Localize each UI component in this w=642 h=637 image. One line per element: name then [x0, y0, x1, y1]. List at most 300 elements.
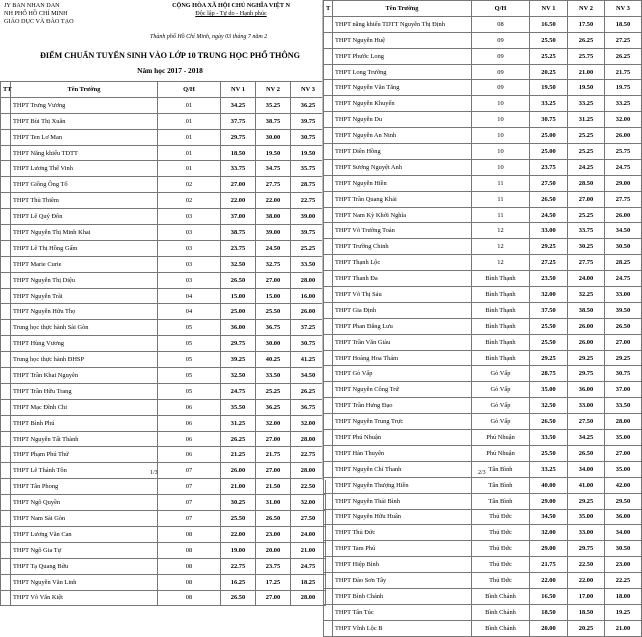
- col-header-tt: T: [324, 1, 333, 17]
- district: 01: [158, 97, 221, 113]
- score-nv3: 27.50: [291, 511, 326, 527]
- score-nv2: 24.00: [568, 271, 605, 287]
- score-nv1: 26.00: [221, 463, 256, 479]
- row-number: [324, 461, 333, 477]
- score-nv3: 27.25: [605, 32, 642, 48]
- table-row: [1, 368, 326, 384]
- score-nv3: 33.50: [605, 398, 642, 414]
- district: 04: [158, 288, 221, 304]
- table-row: [1, 129, 326, 145]
- school-name: THPT Tân Phong: [11, 479, 158, 495]
- row-number: [324, 334, 333, 350]
- table-row: [324, 541, 642, 557]
- score-nv3: 28.25: [605, 255, 642, 271]
- score-nv3: 19.75: [605, 80, 642, 96]
- table-row: [324, 509, 642, 525]
- row-number: [1, 495, 11, 511]
- table-row: [1, 193, 326, 209]
- district: 05: [158, 368, 221, 384]
- national-header: [126, 2, 336, 18]
- score-nv3: 27.00: [605, 445, 642, 461]
- district: Bình Chánh: [472, 620, 530, 636]
- score-nv1: 30.75: [530, 112, 568, 128]
- score-nv1: 26.25: [221, 431, 256, 447]
- score-nv1: 16.50: [530, 16, 568, 32]
- row-number: [1, 447, 11, 463]
- table-row: [1, 161, 326, 177]
- district: 09: [472, 48, 530, 64]
- score-nv1: 34.50: [530, 509, 568, 525]
- district: 09: [472, 32, 530, 48]
- district: 03: [158, 209, 221, 225]
- district: Phú Nhuận: [472, 430, 530, 446]
- col-header-nv1: NV 1: [530, 1, 568, 17]
- score-nv2: 33.00: [568, 398, 605, 414]
- school-name: THPT Nguyễn Thị Diệu: [11, 272, 158, 288]
- score-nv3: 16.00: [291, 288, 326, 304]
- table-header-row: [1, 82, 326, 98]
- row-number: [1, 558, 11, 574]
- district: 12: [472, 239, 530, 255]
- score-nv2: 27.75: [256, 177, 291, 193]
- row-number: [324, 350, 333, 366]
- page-one: [0, 0, 322, 602]
- score-nv1: 21.00: [221, 479, 256, 495]
- district: 08: [158, 574, 221, 590]
- table-row: [324, 477, 642, 493]
- school-name: THPT Ten Lơ Man: [11, 129, 158, 145]
- score-nv1: 32.50: [221, 256, 256, 272]
- col-header-tt: TT: [1, 82, 11, 98]
- district: 01: [158, 129, 221, 145]
- score-nv2: 23.00: [256, 526, 291, 542]
- school-name: THPT Tân Túc: [333, 604, 472, 620]
- district: 06: [158, 431, 221, 447]
- district: Thủ Đức: [472, 557, 530, 573]
- score-nv1: 36.00: [221, 320, 256, 336]
- school-name: THPT Phan Đăng Lưu: [333, 318, 472, 334]
- school-name: THPT Trần Quang Khải: [333, 191, 472, 207]
- table-row: [1, 97, 326, 113]
- school-name: THPT Võ Văn Kiệt: [11, 590, 158, 606]
- school-name: THPT Gia Định: [333, 302, 472, 318]
- score-nv3: 21.00: [605, 620, 642, 636]
- score-nv1: 27.50: [530, 175, 568, 191]
- row-number: [1, 225, 11, 241]
- row-number: [1, 161, 11, 177]
- row-number: [324, 175, 333, 191]
- score-nv1: 25.50: [530, 445, 568, 461]
- col-header-school: Tên Trường: [333, 1, 472, 17]
- score-nv3: 24.75: [605, 159, 642, 175]
- district: Gò Vấp: [472, 414, 530, 430]
- row-number: [324, 159, 333, 175]
- school-name: THPT Hàn Thuyên: [333, 445, 472, 461]
- district: Tân Bình: [472, 477, 530, 493]
- row-number: [324, 525, 333, 541]
- score-nv3: 27.00: [605, 334, 642, 350]
- school-name: THPT Hiệp Bình: [333, 557, 472, 573]
- score-nv2: 27.00: [256, 590, 291, 606]
- score-nv3: 33.25: [605, 96, 642, 112]
- score-nv3: 30.75: [605, 366, 642, 382]
- district: 09: [472, 64, 530, 80]
- col-header-nv3: NV 3: [605, 1, 642, 17]
- row-number: [324, 64, 333, 80]
- district: 05: [158, 383, 221, 399]
- school-name: THPT Giồng Ông Tố: [11, 177, 158, 193]
- score-nv3: 24.75: [605, 271, 642, 287]
- score-nv2: 41.00: [568, 477, 605, 493]
- table-row: [324, 287, 642, 303]
- score-nv1: 31.25: [221, 415, 256, 431]
- school-name: THPT Nguyễn Du: [333, 112, 472, 128]
- score-nv2: 18.50: [568, 604, 605, 620]
- school-name: THPT Nguyễn Trung Trực: [333, 414, 472, 430]
- score-nv3: 26.50: [605, 318, 642, 334]
- score-nv1: 34.25: [221, 97, 256, 113]
- score-nv1: 26.50: [530, 191, 568, 207]
- score-nv1: 29.75: [221, 129, 256, 145]
- district: 11: [472, 191, 530, 207]
- score-nv3: 25.25: [291, 240, 326, 256]
- district: 08: [158, 590, 221, 606]
- table-row: [324, 48, 642, 64]
- score-nv1: 25.50: [530, 32, 568, 48]
- score-nv3: 39.75: [291, 225, 326, 241]
- table-row: [1, 320, 326, 336]
- row-number: [324, 271, 333, 287]
- col-header-district: Q/H: [158, 82, 221, 98]
- score-nv2: 20.25: [568, 620, 605, 636]
- table-row: [1, 383, 326, 399]
- district: 07: [158, 495, 221, 511]
- score-nv1: 18.50: [221, 145, 256, 161]
- score-nv2: 35.25: [256, 97, 291, 113]
- score-nv2: 22.50: [568, 557, 605, 573]
- scores-table-page-2: [323, 0, 642, 637]
- district: Tân Bình: [472, 461, 530, 477]
- score-nv2: 27.00: [256, 463, 291, 479]
- school-name: THPT Nguyễn Thị Minh Khai: [11, 225, 158, 241]
- score-nv3: 33.50: [291, 256, 326, 272]
- score-nv2: 40.25: [256, 352, 291, 368]
- row-number: [324, 207, 333, 223]
- col-header-nv3: NV 3: [291, 82, 326, 98]
- district: Thủ Đức: [472, 509, 530, 525]
- score-nv3: 28.00: [291, 431, 326, 447]
- district: 10: [472, 159, 530, 175]
- score-nv2: 21.50: [256, 479, 291, 495]
- score-nv2: 29.25: [568, 350, 605, 366]
- school-name: THPT Nguyễn Hữu Thọ: [11, 304, 158, 320]
- row-number: [324, 302, 333, 318]
- row-number: [1, 542, 11, 558]
- score-nv1: 37.00: [221, 209, 256, 225]
- district: 01: [158, 145, 221, 161]
- score-nv1: 22.00: [530, 573, 568, 589]
- score-nv1: 26.50: [221, 272, 256, 288]
- score-nv1: 35.50: [221, 399, 256, 415]
- row-number: [1, 590, 11, 606]
- col-header-nv2: NV 2: [256, 82, 291, 98]
- table-row: [324, 96, 642, 112]
- district: 10: [472, 96, 530, 112]
- national-title: CỘNG HÒA XÃ HỘI CHỦ NGHĨA VIỆT N: [172, 2, 290, 9]
- score-nv1: 18.50: [530, 604, 568, 620]
- table-row: [1, 590, 326, 606]
- row-number: [1, 209, 11, 225]
- district: Phú Nhuận: [472, 445, 530, 461]
- score-nv2: 25.50: [256, 304, 291, 320]
- school-name: THPT Thủ Đức: [333, 525, 472, 541]
- school-name: THPT Lê Quý Đôn: [11, 209, 158, 225]
- district: Thủ Đức: [472, 573, 530, 589]
- col-header-district: Q/H: [472, 1, 530, 17]
- row-number: [324, 430, 333, 446]
- score-nv3: 35.75: [291, 161, 326, 177]
- table-row: [324, 255, 642, 271]
- score-nv1: 25.50: [221, 511, 256, 527]
- school-name: THPT Ngô Quyền: [11, 495, 158, 511]
- school-name: THPT Nguyễn Chí Thanh: [333, 461, 472, 477]
- score-nv2: 27.50: [568, 414, 605, 430]
- score-nv2: 27.00: [256, 272, 291, 288]
- score-nv2: 24.25: [568, 159, 605, 175]
- school-name: THPT Nguyễn Văn Tăng: [333, 80, 472, 96]
- score-nv3: 29.50: [605, 493, 642, 509]
- table-row: [324, 191, 642, 207]
- table-row: [1, 304, 326, 320]
- score-nv1: 22.00: [221, 193, 256, 209]
- table-row: [324, 398, 642, 414]
- score-nv1: 16.50: [530, 588, 568, 604]
- score-nv3: 29.00: [605, 175, 642, 191]
- row-number: [324, 604, 333, 620]
- national-motto: Độc lập - Tự do - Hạnh phúc: [195, 10, 267, 17]
- district: 02: [158, 193, 221, 209]
- score-nv3: 18.00: [605, 588, 642, 604]
- score-nv1: 32.00: [530, 287, 568, 303]
- score-nv1: 22.75: [221, 558, 256, 574]
- score-nv1: 29.25: [530, 239, 568, 255]
- district: 08: [158, 542, 221, 558]
- row-number: [324, 223, 333, 239]
- score-nv2: 36.00: [568, 382, 605, 398]
- score-nv1: 33.50: [530, 430, 568, 446]
- score-nv3: 30.50: [605, 541, 642, 557]
- table-row: [1, 415, 326, 431]
- school-name: THPT Võ Thị Sáu: [333, 287, 472, 303]
- school-name: THPT năng khiếu TDTT Nguyễn Thị Định: [333, 16, 472, 32]
- table-row: [1, 352, 326, 368]
- row-number: [324, 128, 333, 144]
- row-number: [324, 144, 333, 160]
- table-row: [324, 207, 642, 223]
- table-row: [1, 209, 326, 225]
- row-number: [1, 177, 11, 193]
- score-nv3: 28.00: [605, 414, 642, 430]
- score-nv1: 33.25: [530, 96, 568, 112]
- score-nv1: 37.50: [530, 302, 568, 318]
- score-nv2: 38.75: [256, 113, 291, 129]
- row-number: [324, 573, 333, 589]
- district: 03: [158, 256, 221, 272]
- district: 06: [158, 399, 221, 415]
- score-nv1: 27.00: [221, 177, 256, 193]
- school-name: THPT Thủ Thiêm: [11, 193, 158, 209]
- score-nv2: 19.50: [568, 80, 605, 96]
- school-name: THPT Mạc Đĩnh Chi: [11, 399, 158, 415]
- table-row: [324, 318, 642, 334]
- row-number: [1, 320, 11, 336]
- district: 09: [472, 80, 530, 96]
- score-nv3: 35.00: [605, 461, 642, 477]
- school-name: THPT Nguyễn Hiền: [333, 175, 472, 191]
- score-nv1: 32.50: [221, 368, 256, 384]
- district: 02: [158, 177, 221, 193]
- score-nv2: 34.75: [256, 161, 291, 177]
- table-row: [1, 256, 326, 272]
- school-name: THPT Nam Sài Gòn: [11, 511, 158, 527]
- score-nv3: 23.00: [605, 557, 642, 573]
- row-number: [1, 336, 11, 352]
- row-number: [1, 256, 11, 272]
- score-nv2: 32.75: [256, 256, 291, 272]
- score-nv3: 24.75: [291, 558, 326, 574]
- table-row: [1, 542, 326, 558]
- table-row: [1, 431, 326, 447]
- score-nv1: 26.50: [221, 590, 256, 606]
- row-number: [324, 239, 333, 255]
- score-nv1: 23.50: [530, 271, 568, 287]
- score-nv3: 36.75: [291, 399, 326, 415]
- row-number: [324, 414, 333, 430]
- document-date: Thành phố Hồ Chí Minh, ngày 03 tháng 7 năm 2: [150, 34, 268, 40]
- district: Bình Thạnh: [472, 334, 530, 350]
- table-row: [1, 272, 326, 288]
- score-nv2: 36.25: [256, 399, 291, 415]
- page-number: 1/3: [150, 470, 158, 476]
- district: 05: [158, 336, 221, 352]
- table-row: [324, 159, 642, 175]
- score-nv2: 33.25: [568, 96, 605, 112]
- score-nv3: 34.00: [605, 525, 642, 541]
- district: Bình Thạnh: [472, 271, 530, 287]
- score-nv3: 19.25: [605, 604, 642, 620]
- table-row: [1, 558, 326, 574]
- district: Bình Thạnh: [472, 350, 530, 366]
- school-name: THPT Bùi Thị Xuân: [11, 113, 158, 129]
- score-nv2: 28.50: [568, 175, 605, 191]
- score-nv1: 21.75: [530, 557, 568, 573]
- school-name: THPT Nguyễn Thái Bình: [333, 493, 472, 509]
- school-name: THPT Lê Thánh Tôn: [11, 463, 158, 479]
- score-nv3: 36.00: [605, 509, 642, 525]
- school-name: THPT Nguyễn Công Trứ: [333, 382, 472, 398]
- school-name: THPT Tạ Quang Bửu: [11, 558, 158, 574]
- col-header-nv1: NV 1: [221, 82, 256, 98]
- agency-line: NH PHỐ HỒ CHÍ MINH: [4, 10, 68, 17]
- score-nv1: 23.75: [530, 159, 568, 175]
- table-row: [324, 350, 642, 366]
- score-nv2: 25.75: [568, 48, 605, 64]
- school-name: THPT Trường Chinh: [333, 239, 472, 255]
- score-nv3: 39.00: [291, 209, 326, 225]
- district: 12: [472, 223, 530, 239]
- score-nv3: 37.25: [291, 320, 326, 336]
- score-nv1: 24.50: [530, 207, 568, 223]
- school-name: THPT Hùng Vương: [11, 336, 158, 352]
- row-number: [1, 383, 11, 399]
- table-row: [1, 479, 326, 495]
- school-name: THPT Trưng Vương: [11, 97, 158, 113]
- school-name: THPT Nguyễn Thượng Hiền: [333, 477, 472, 493]
- score-nv3: 32.00: [291, 495, 326, 511]
- score-nv2: 27.75: [568, 255, 605, 271]
- school-name: Trung học thực hành Sài Gòn: [11, 320, 158, 336]
- school-name: THPT Thạnh Lộc: [333, 255, 472, 271]
- row-number: [324, 48, 333, 64]
- school-name: THPT Nguyễn Hữu Huân: [333, 509, 472, 525]
- score-nv1: 25.00: [530, 144, 568, 160]
- score-nv1: 19.50: [530, 80, 568, 96]
- school-name: THPT Long Trường: [333, 64, 472, 80]
- school-name: THPT Phạm Phú Thứ: [11, 447, 158, 463]
- row-number: [1, 463, 11, 479]
- table-row: [324, 64, 642, 80]
- page-two: [322, 0, 641, 632]
- row-number: [324, 366, 333, 382]
- table-row: [1, 399, 326, 415]
- score-nv2: 26.25: [568, 32, 605, 48]
- district: 06: [158, 415, 221, 431]
- table-row: [324, 604, 642, 620]
- district: Gò Vấp: [472, 366, 530, 382]
- score-nv2: 29.75: [568, 366, 605, 382]
- score-nv1: 22.00: [221, 526, 256, 542]
- score-nv2: 25.25: [568, 144, 605, 160]
- score-nv3: 26.00: [605, 128, 642, 144]
- row-number: [324, 509, 333, 525]
- score-nv1: 24.75: [221, 383, 256, 399]
- school-name: THPT Năng khiếu TDTT: [11, 145, 158, 161]
- score-nv1: 20.00: [530, 620, 568, 636]
- score-nv1: 26.50: [530, 414, 568, 430]
- row-number: [324, 382, 333, 398]
- score-nv1: 35.00: [530, 382, 568, 398]
- row-number: [1, 511, 11, 527]
- table-row: [1, 177, 326, 193]
- table-row: [324, 144, 642, 160]
- district: Gò Vấp: [472, 382, 530, 398]
- score-nv2: 22.00: [568, 573, 605, 589]
- row-number: [1, 288, 11, 304]
- table-row: [1, 511, 326, 527]
- table-row: [324, 445, 642, 461]
- score-nv1: 29.00: [530, 541, 568, 557]
- row-number: [324, 287, 333, 303]
- score-nv1: 32.50: [530, 398, 568, 414]
- score-nv2: 35.00: [568, 509, 605, 525]
- score-nv1: 33.75: [221, 161, 256, 177]
- table-row: [324, 366, 642, 382]
- table-row: [324, 414, 642, 430]
- score-nv1: 40.00: [530, 477, 568, 493]
- row-number: [324, 318, 333, 334]
- row-number: [1, 399, 11, 415]
- school-name: THPT Gò Vấp: [333, 366, 472, 382]
